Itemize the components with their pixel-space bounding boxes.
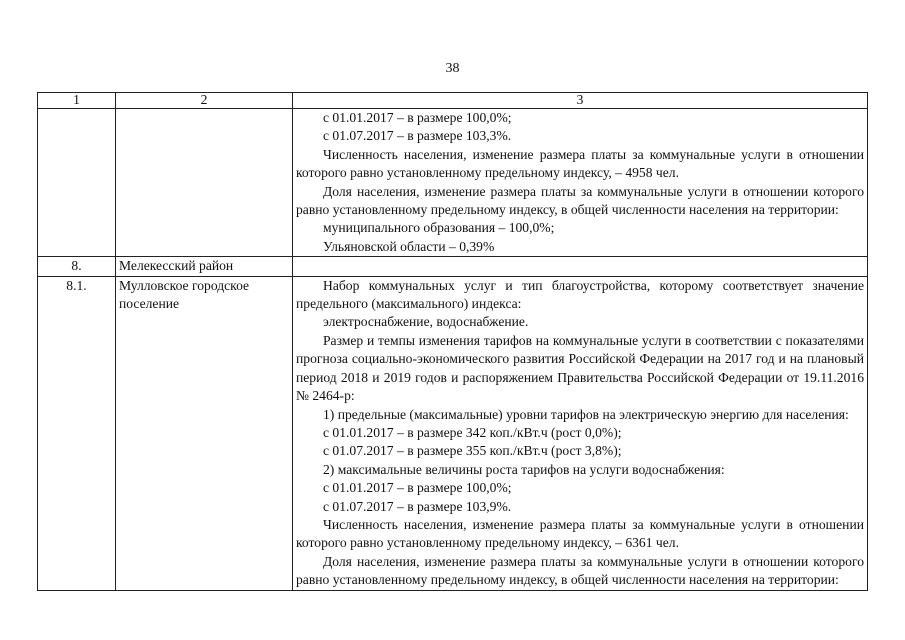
- content-line: электроснабжение, водоснабжение.: [323, 314, 529, 330]
- row-content-cell: [293, 109, 868, 257]
- table-row-continued: [38, 109, 868, 257]
- content-line: с 01.01.2017 – в размере 100,0%;: [323, 110, 512, 125]
- content-line: Численность населения, изменение размера платы за коммунальные услуги в отношении которого равно установленному предельному индексу, – 4958 чел.: [296, 146, 864, 181]
- column-header-1: 1: [38, 93, 116, 109]
- document-table: [37, 92, 868, 591]
- content-line: с 01.01.2017 – в размере 342 коп./кВт.ч (рост 0,0%);: [323, 424, 622, 440]
- row-name-cell: [116, 109, 293, 257]
- row-name-cell: Мелекесский район: [116, 257, 293, 276]
- content-line: Размер и темпы изменения тарифов на коммунальные услуги в соответствии с показателями прогноза социально-экономического развития Российской Федерации на 2017 год и на плановый период 2018 и 2019 годов и распоряжением Правительства Российской Федерации от 19.11.2016 № 2464-р:: [296, 332, 864, 404]
- row-content-cell: [293, 276, 868, 590]
- column-header-2: 2: [116, 93, 293, 109]
- content-line: Доля населения, изменение размера платы за коммунальные услуги в отношении которого равно установленному предельному индексу, в общей численности населения на территории:: [296, 183, 864, 218]
- row-name-cell: Мулловское городское поселение: [116, 276, 293, 590]
- content-line: с 01.07.2017 – в размере 355 коп./кВт.ч (рост 3,8%);: [323, 443, 622, 459]
- content-line: Численность населения, изменение размера платы за коммунальные услуги в отношении которого равно установленному предельному индексу, – 6361 чел.: [296, 516, 864, 551]
- row-content-cell: [293, 257, 868, 276]
- content-line: с 01.07.2017 – в размере 103,9%.: [323, 498, 512, 514]
- content-line: Ульяновской области – 0,39%: [323, 238, 495, 254]
- column-header-3: 3: [293, 93, 868, 109]
- table-row-8: [38, 257, 868, 276]
- content-line: муниципального образования – 100,0%;: [323, 220, 555, 236]
- content-line: Доля населения, изменение размера платы за коммунальные услуги в отношении которого равно установленному предельному индексу, в общей численности населения на территории:: [296, 553, 864, 588]
- content-line: с 01.01.2017 – в размере 100,0%;: [323, 480, 512, 496]
- content-line: 1) предельные (максимальные) уровни тарифов на электрическую энергию для населения:: [323, 406, 849, 422]
- content-line: Набор коммунальных услуг и тип благоустройства, которому соответствует значение предельного (максимального) индекса:: [296, 277, 864, 312]
- row-number-cell: [38, 109, 116, 257]
- table-row-8-1: [38, 276, 868, 590]
- row-number-cell: 8.: [38, 257, 116, 276]
- content-line: 2) максимальные величины роста тарифов на услуги водоснабжения:: [323, 461, 725, 477]
- content-line: с 01.07.2017 – в размере 103,3%.: [323, 128, 512, 144]
- table-header-row: [38, 93, 868, 109]
- page-number: 38: [445, 61, 460, 76]
- row-number-cell: 8.1.: [38, 276, 116, 590]
